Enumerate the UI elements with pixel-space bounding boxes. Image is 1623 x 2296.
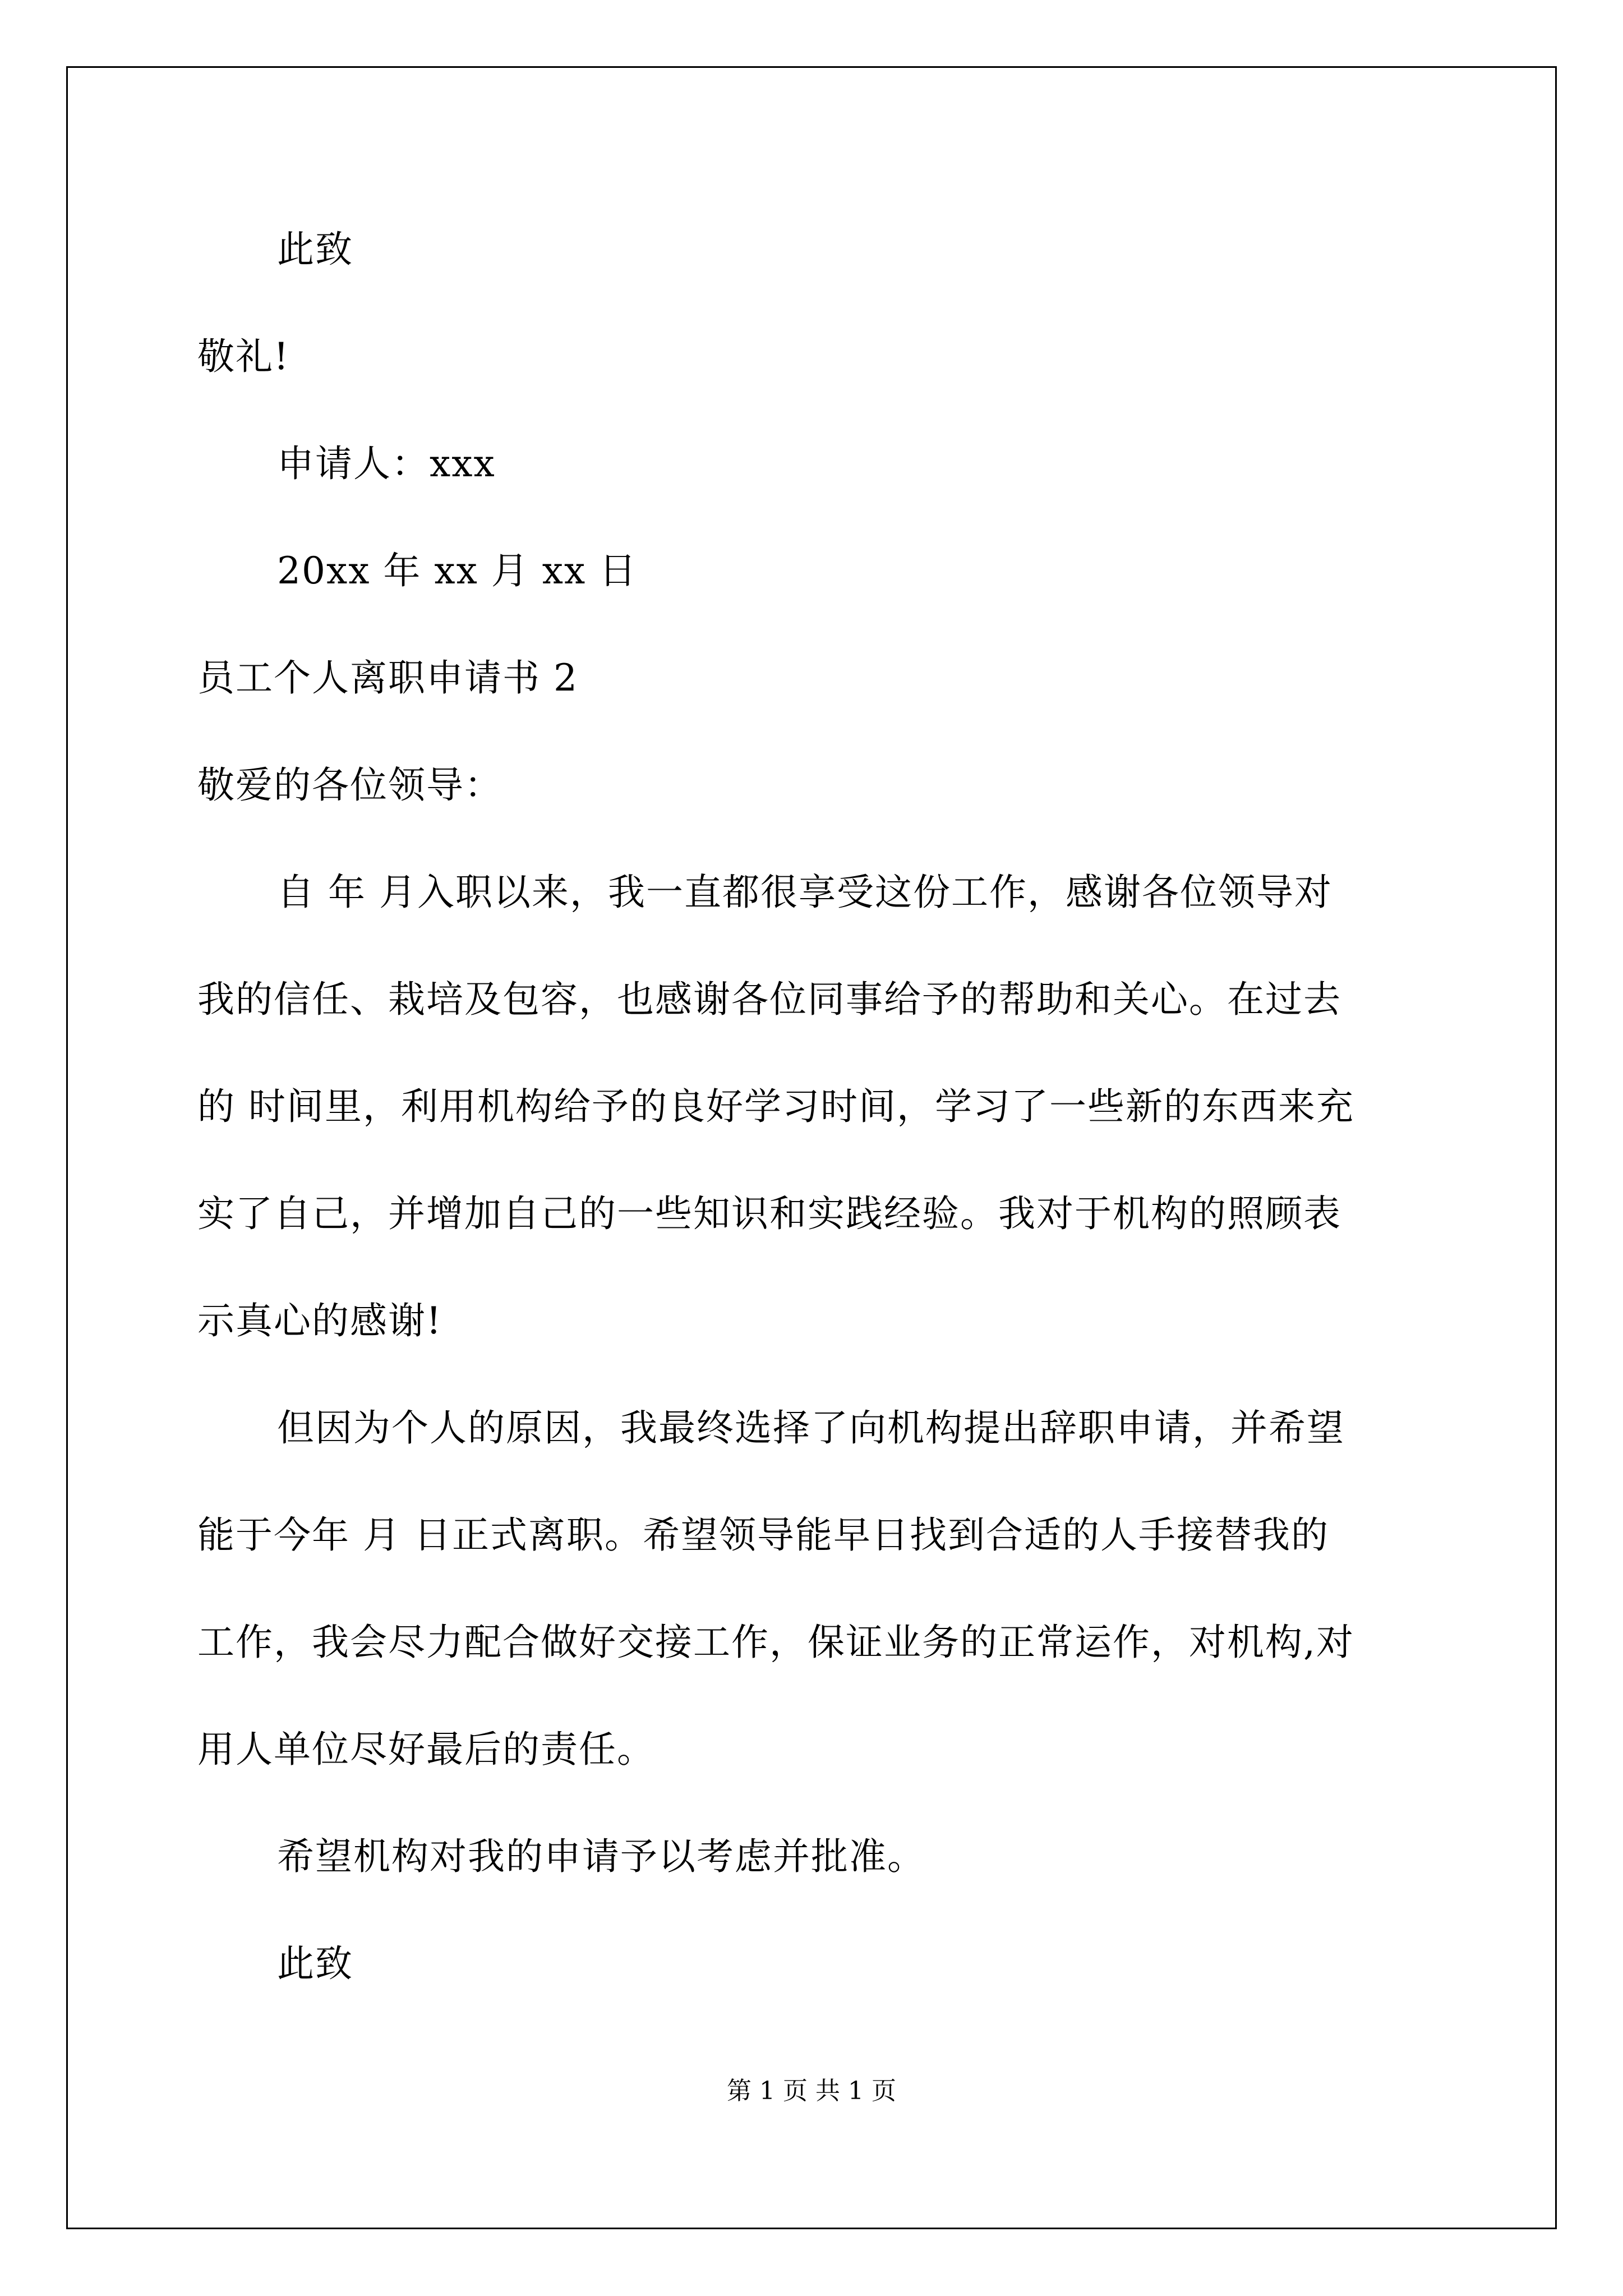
closing-text-2: 此致 <box>277 1942 353 1985</box>
paragraph-2-line-4: 用人单位尽好最后的责任。 <box>197 1728 655 1771</box>
section-title: 员工个人离职申请书 2 <box>197 656 578 700</box>
page-border <box>66 66 1557 2229</box>
paragraph-1-line-3: 的 时间里，利用机构给予的良好学习时间，学习了一些新的东西来充 <box>197 1085 1354 1128</box>
paragraph-2-line-1: 但因为个人的原因，我最终选择了向机构提出辞职申请，并希望 <box>277 1406 1345 1450</box>
greeting-line: 敬爱的各位领导： <box>197 763 502 807</box>
paragraph-1-line-2: 我的信任、栽培及包容，也感谢各位同事给予的帮助和关心。在过去 <box>197 978 1341 1021</box>
applicant-line: 申请人：xxx <box>277 442 496 485</box>
paragraph-3-line-1: 希望机构对我的申请予以考虑并批准。 <box>277 1835 925 1878</box>
salutation-text: 敬礼! <box>197 335 290 378</box>
paragraph-1-line-5: 示真心的感谢! <box>197 1299 442 1342</box>
paragraph-1-line-1: 自 年 月入职以来，我一直都很享受这份工作，感谢各位领导对 <box>277 871 1332 914</box>
paragraph-2-line-2: 能于今年 月 日正式离职。希望领导能早日找到合适的人手接替我的 <box>197 1513 1329 1557</box>
date-line: 20xx 年 xx 月 xx 日 <box>277 549 638 592</box>
closing-text: 此致 <box>277 228 353 271</box>
page-footer: 第 1 页 共 1 页 <box>727 2077 896 2105</box>
paragraph-1-line-4: 实了自己，并增加自己的一些知识和实践经验。我对于机构的照顾表 <box>197 1192 1341 1235</box>
paragraph-2-line-3: 工作，我会尽力配合做好交接工作，保证业务的正常运作，对机构,对 <box>197 1621 1354 1664</box>
